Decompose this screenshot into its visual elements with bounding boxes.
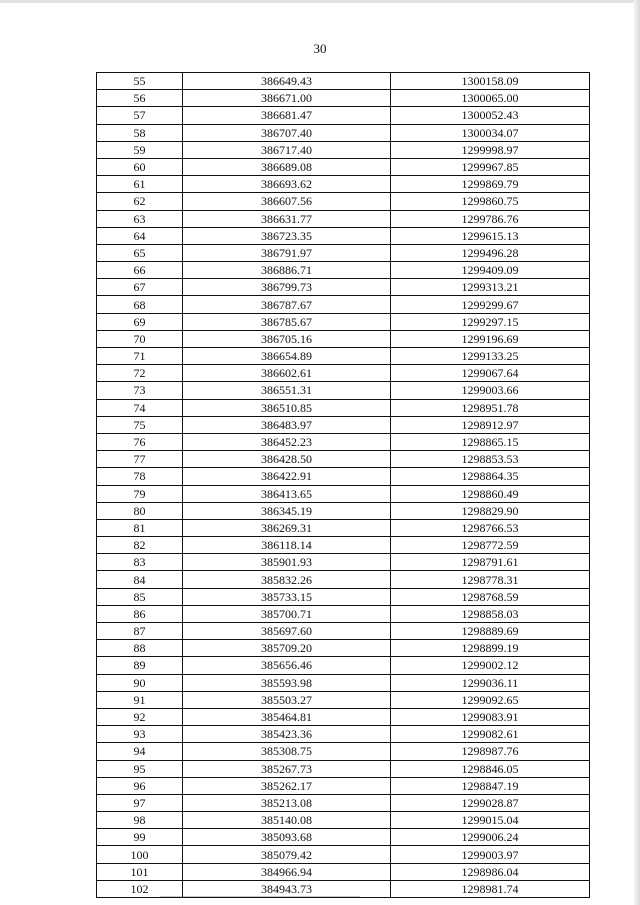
y-coordinate-cell: 1298772.59 — [391, 537, 590, 554]
point-number-cell: 100 — [97, 846, 183, 863]
x-coordinate-cell: 386785.67 — [183, 313, 391, 330]
x-coordinate-cell: 386787.67 — [183, 296, 391, 313]
x-coordinate-cell: 385079.42 — [183, 846, 391, 863]
table-row — [97, 794, 590, 811]
y-coordinate-cell: 1298829.90 — [391, 502, 590, 519]
y-coordinate-cell: 1299998.97 — [391, 141, 590, 158]
table-row — [97, 468, 590, 485]
point-number-cell: 99 — [97, 829, 183, 846]
point-number-cell: 98 — [97, 812, 183, 829]
coordinates-table-body — [97, 73, 590, 898]
y-coordinate-cell: 1299786.76 — [391, 210, 590, 227]
table-row — [97, 691, 590, 708]
point-number-cell: 61 — [97, 176, 183, 193]
table-row — [97, 760, 590, 777]
point-number-cell: 93 — [97, 726, 183, 743]
y-coordinate-cell: 1298768.59 — [391, 588, 590, 605]
point-number-cell: 94 — [97, 743, 183, 760]
table-row — [97, 141, 590, 158]
point-number-cell: 73 — [97, 382, 183, 399]
y-coordinate-cell: 1299006.24 — [391, 829, 590, 846]
point-number-cell: 101 — [97, 863, 183, 880]
point-number-cell: 95 — [97, 760, 183, 777]
table-row — [97, 846, 590, 863]
x-coordinate-cell: 385267.73 — [183, 760, 391, 777]
y-coordinate-cell: 1298889.69 — [391, 623, 590, 640]
x-coordinate-cell: 385733.15 — [183, 588, 391, 605]
y-coordinate-cell: 1299409.09 — [391, 262, 590, 279]
table-row — [97, 519, 590, 536]
table-row — [97, 262, 590, 279]
y-coordinate-cell: 1299860.75 — [391, 193, 590, 210]
page-number: 30 — [313, 41, 327, 56]
point-number-cell: 88 — [97, 640, 183, 657]
x-coordinate-cell: 386681.47 — [183, 107, 391, 124]
table-row — [97, 812, 590, 829]
point-number-cell: 56 — [97, 90, 183, 107]
x-coordinate-cell: 384966.94 — [183, 863, 391, 880]
point-number-cell: 55 — [97, 73, 183, 90]
point-number-cell: 70 — [97, 330, 183, 347]
point-number-cell: 72 — [97, 365, 183, 382]
point-number-cell: 84 — [97, 571, 183, 588]
point-number-cell: 76 — [97, 433, 183, 450]
point-number-cell: 87 — [97, 623, 183, 640]
point-number-cell: 64 — [97, 227, 183, 244]
y-coordinate-cell: 1298912.97 — [391, 416, 590, 433]
table-row — [97, 158, 590, 175]
point-number-cell: 68 — [97, 296, 183, 313]
y-coordinate-cell: 1299015.04 — [391, 812, 590, 829]
point-number-cell: 96 — [97, 777, 183, 794]
x-coordinate-cell: 385697.60 — [183, 623, 391, 640]
table-row — [97, 433, 590, 450]
y-coordinate-cell: 1298846.05 — [391, 760, 590, 777]
table-row — [97, 330, 590, 347]
table-row — [97, 485, 590, 502]
y-coordinate-cell: 1299313.21 — [391, 279, 590, 296]
x-coordinate-cell: 386452.23 — [183, 433, 391, 450]
y-coordinate-cell: 1298791.61 — [391, 554, 590, 571]
point-number-cell: 62 — [97, 193, 183, 210]
y-coordinate-cell: 1298981.74 — [391, 880, 590, 897]
y-coordinate-cell: 1299297.15 — [391, 313, 590, 330]
y-coordinate-cell: 1300065.00 — [391, 90, 590, 107]
table-row — [97, 640, 590, 657]
table-row — [97, 210, 590, 227]
table-row — [97, 743, 590, 760]
point-number-cell: 69 — [97, 313, 183, 330]
x-coordinate-cell: 386607.56 — [183, 193, 391, 210]
point-number-cell: 102 — [97, 880, 183, 897]
point-number-cell: 57 — [97, 107, 183, 124]
table-row — [97, 107, 590, 124]
point-number-cell: 86 — [97, 605, 183, 622]
y-coordinate-cell: 1299496.28 — [391, 244, 590, 261]
y-coordinate-cell: 1299869.79 — [391, 176, 590, 193]
table-row — [97, 416, 590, 433]
point-number-cell: 66 — [97, 262, 183, 279]
x-coordinate-cell: 386654.89 — [183, 348, 391, 365]
x-coordinate-cell: 386422.91 — [183, 468, 391, 485]
x-coordinate-cell: 386631.77 — [183, 210, 391, 227]
y-coordinate-cell: 1299003.66 — [391, 382, 590, 399]
table-row — [97, 777, 590, 794]
y-coordinate-cell: 1299028.87 — [391, 794, 590, 811]
point-number-cell: 60 — [97, 158, 183, 175]
x-coordinate-cell: 386705.16 — [183, 330, 391, 347]
y-coordinate-cell: 1298860.49 — [391, 485, 590, 502]
point-number-cell: 58 — [97, 124, 183, 141]
x-coordinate-cell: 386723.35 — [183, 227, 391, 244]
point-number-cell: 77 — [97, 451, 183, 468]
point-number-cell: 78 — [97, 468, 183, 485]
table-row — [97, 313, 590, 330]
x-coordinate-cell: 386483.97 — [183, 416, 391, 433]
x-coordinate-cell: 386671.00 — [183, 90, 391, 107]
table-row — [97, 279, 590, 296]
point-number-cell: 65 — [97, 244, 183, 261]
table-row — [97, 176, 590, 193]
x-coordinate-cell: 386707.40 — [183, 124, 391, 141]
coordinates-table — [96, 72, 590, 898]
y-coordinate-cell: 1298987.76 — [391, 743, 590, 760]
point-number-cell: 71 — [97, 348, 183, 365]
table-row — [97, 227, 590, 244]
point-number-cell: 92 — [97, 708, 183, 725]
x-coordinate-cell: 386693.62 — [183, 176, 391, 193]
table-row — [97, 880, 590, 897]
point-number-cell: 67 — [97, 279, 183, 296]
x-coordinate-cell: 386602.61 — [183, 365, 391, 382]
point-number-cell: 90 — [97, 674, 183, 691]
table-row — [97, 674, 590, 691]
x-coordinate-cell: 385832.26 — [183, 571, 391, 588]
x-coordinate-cell: 386269.31 — [183, 519, 391, 536]
table-row — [97, 382, 590, 399]
y-coordinate-cell: 1300052.43 — [391, 107, 590, 124]
table-row — [97, 451, 590, 468]
table-row — [97, 571, 590, 588]
table-row — [97, 554, 590, 571]
y-coordinate-cell: 1298847.19 — [391, 777, 590, 794]
y-coordinate-cell: 1298766.53 — [391, 519, 590, 536]
point-number-cell: 89 — [97, 657, 183, 674]
table-row — [97, 73, 590, 90]
y-coordinate-cell: 1298864.35 — [391, 468, 590, 485]
x-coordinate-cell: 385593.98 — [183, 674, 391, 691]
x-coordinate-cell: 385140.08 — [183, 812, 391, 829]
table-row — [97, 365, 590, 382]
y-coordinate-cell: 1299092.65 — [391, 691, 590, 708]
x-coordinate-cell: 385709.20 — [183, 640, 391, 657]
table-row — [97, 193, 590, 210]
x-coordinate-cell: 385308.75 — [183, 743, 391, 760]
x-coordinate-cell: 385262.17 — [183, 777, 391, 794]
x-coordinate-cell: 386413.65 — [183, 485, 391, 502]
x-coordinate-cell: 386551.31 — [183, 382, 391, 399]
y-coordinate-cell: 1300034.07 — [391, 124, 590, 141]
point-number-cell: 83 — [97, 554, 183, 571]
x-coordinate-cell: 385423.36 — [183, 726, 391, 743]
y-coordinate-cell: 1299196.69 — [391, 330, 590, 347]
y-coordinate-cell: 1298778.31 — [391, 571, 590, 588]
table-row — [97, 708, 590, 725]
y-coordinate-cell: 1299003.97 — [391, 846, 590, 863]
y-coordinate-cell: 1300158.09 — [391, 73, 590, 90]
y-coordinate-cell: 1298858.03 — [391, 605, 590, 622]
scan-right-edge — [634, 0, 640, 905]
table-row — [97, 399, 590, 416]
y-coordinate-cell: 1299615.13 — [391, 227, 590, 244]
point-number-cell: 81 — [97, 519, 183, 536]
point-number-cell: 91 — [97, 691, 183, 708]
x-coordinate-cell: 384943.73 — [183, 880, 391, 897]
y-coordinate-cell: 1299299.67 — [391, 296, 590, 313]
table-row — [97, 623, 590, 640]
x-coordinate-cell: 386799.73 — [183, 279, 391, 296]
table-row — [97, 296, 590, 313]
x-coordinate-cell: 386717.40 — [183, 141, 391, 158]
table-row — [97, 124, 590, 141]
point-number-cell: 63 — [97, 210, 183, 227]
point-number-cell: 75 — [97, 416, 183, 433]
y-coordinate-cell: 1299067.64 — [391, 365, 590, 382]
x-coordinate-cell: 386791.97 — [183, 244, 391, 261]
table-row — [97, 863, 590, 880]
point-number-cell: 97 — [97, 794, 183, 811]
x-coordinate-cell: 386649.43 — [183, 73, 391, 90]
point-number-cell: 79 — [97, 485, 183, 502]
point-number-cell: 85 — [97, 588, 183, 605]
y-coordinate-cell: 1299133.25 — [391, 348, 590, 365]
x-coordinate-cell: 385656.46 — [183, 657, 391, 674]
x-coordinate-cell: 386886.71 — [183, 262, 391, 279]
x-coordinate-cell: 385213.08 — [183, 794, 391, 811]
x-coordinate-cell: 386118.14 — [183, 537, 391, 554]
x-coordinate-cell: 386345.19 — [183, 502, 391, 519]
table-row — [97, 90, 590, 107]
table-row — [97, 657, 590, 674]
point-number-cell: 80 — [97, 502, 183, 519]
x-coordinate-cell: 385093.68 — [183, 829, 391, 846]
y-coordinate-cell: 1298986.04 — [391, 863, 590, 880]
y-coordinate-cell: 1299036.11 — [391, 674, 590, 691]
y-coordinate-cell: 1299082.61 — [391, 726, 590, 743]
point-number-cell: 74 — [97, 399, 183, 416]
table-row — [97, 502, 590, 519]
y-coordinate-cell: 1299967.85 — [391, 158, 590, 175]
table-row — [97, 244, 590, 261]
scan-top-edge — [0, 0, 640, 3]
y-coordinate-cell: 1299083.91 — [391, 708, 590, 725]
x-coordinate-cell: 385503.27 — [183, 691, 391, 708]
point-number-cell: 82 — [97, 537, 183, 554]
table-row — [97, 588, 590, 605]
table-row — [97, 537, 590, 554]
x-coordinate-cell: 386689.08 — [183, 158, 391, 175]
y-coordinate-cell: 1299002.12 — [391, 657, 590, 674]
x-coordinate-cell: 385901.93 — [183, 554, 391, 571]
table-row — [97, 348, 590, 365]
table-row — [97, 726, 590, 743]
x-coordinate-cell: 385700.71 — [183, 605, 391, 622]
x-coordinate-cell: 385464.81 — [183, 708, 391, 725]
y-coordinate-cell: 1298899.19 — [391, 640, 590, 657]
y-coordinate-cell: 1298951.78 — [391, 399, 590, 416]
table-row — [97, 829, 590, 846]
x-coordinate-cell: 386510.85 — [183, 399, 391, 416]
y-coordinate-cell: 1298865.15 — [391, 433, 590, 450]
point-number-cell: 59 — [97, 141, 183, 158]
x-coordinate-cell: 386428.50 — [183, 451, 391, 468]
y-coordinate-cell: 1298853.53 — [391, 451, 590, 468]
table-row — [97, 605, 590, 622]
